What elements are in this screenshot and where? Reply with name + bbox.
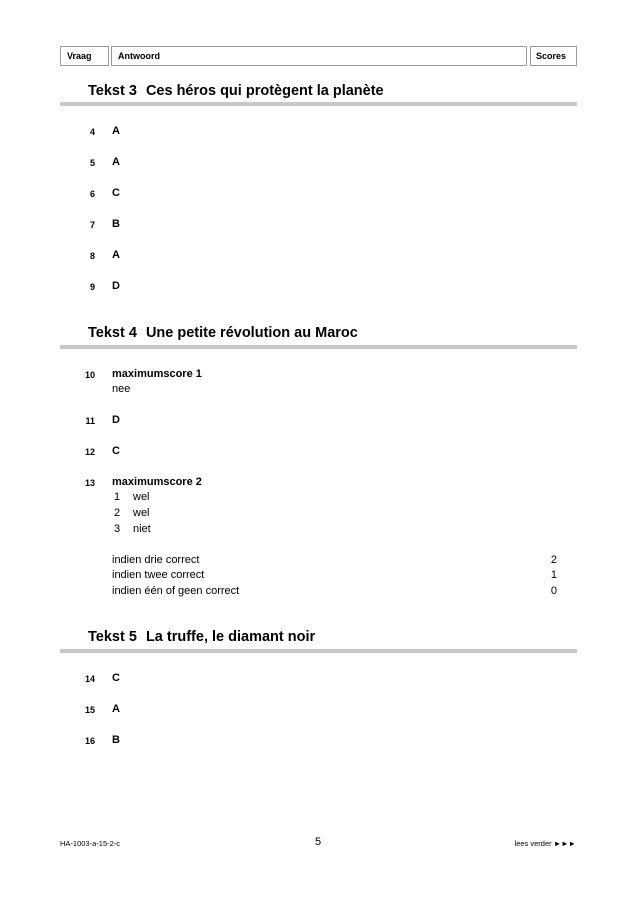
question-number: 12	[84, 447, 95, 457]
scoring-rule: indien één of geen correct	[112, 585, 240, 597]
section-title-tekst-5: Tekst 5 La truffe, le diamant noir	[88, 629, 316, 645]
question-number: 8	[89, 251, 95, 261]
question-number: 4	[89, 127, 95, 137]
question-answer: C	[112, 672, 120, 684]
question-answer: A	[112, 249, 120, 261]
scoring-points: 0	[550, 585, 557, 597]
section-title-tekst-4: Tekst 4 Une petite révolution au Maroc	[88, 325, 358, 341]
sub-item-number: 3	[114, 523, 121, 535]
question-number: 13	[84, 478, 95, 488]
question-answer: A	[112, 703, 120, 715]
question-number: 11	[85, 416, 95, 426]
question-answer: A	[112, 125, 120, 137]
sub-item-text: niet	[133, 523, 151, 535]
question-answer: B	[112, 734, 120, 746]
question-answer: D	[112, 280, 120, 292]
sub-item-number: 2	[114, 507, 121, 519]
scoring-rule: indien drie correct	[112, 554, 200, 566]
column-header-scores: Scores	[530, 46, 577, 66]
sub-item-text: wel	[133, 507, 150, 519]
question-number: 9	[89, 282, 95, 292]
question-number: 15	[84, 705, 95, 715]
scoring-points: 2	[550, 554, 557, 566]
question-number: 7	[89, 220, 95, 230]
continue-indicator: lees verder ►►►	[514, 839, 576, 848]
scoring-points: 1	[550, 569, 557, 581]
maxscore-label: maximumscore 1	[112, 368, 202, 380]
scoring-rule: indien twee correct	[112, 569, 205, 581]
document-code: HA-1003-a-15-2-c	[60, 839, 121, 848]
question-answer: A	[112, 156, 120, 168]
section-divider	[60, 345, 577, 349]
column-header-vraag: Vraag	[60, 46, 109, 66]
maxscore-label: maximumscore 2	[112, 476, 202, 488]
section-divider	[60, 102, 577, 106]
column-header-antwoord: Antwoord	[111, 46, 527, 66]
question-number: 10	[84, 370, 95, 380]
sub-item-text: wel	[133, 491, 150, 503]
section-divider	[60, 649, 577, 653]
question-answer: C	[112, 187, 120, 199]
question-number: 14	[84, 674, 95, 684]
sub-item-number: 1	[114, 491, 121, 503]
question-answer: B	[112, 218, 120, 230]
question-answer: D	[112, 414, 120, 426]
section-title-tekst-3: Tekst 3 Ces héros qui protègent la planète	[88, 83, 384, 99]
question-number: 6	[89, 189, 95, 199]
question-number: 5	[89, 158, 95, 168]
question-answer: C	[112, 445, 120, 457]
question-number: 16	[84, 736, 95, 746]
page-number: 5	[314, 836, 322, 848]
answer-text: nee	[112, 383, 131, 395]
